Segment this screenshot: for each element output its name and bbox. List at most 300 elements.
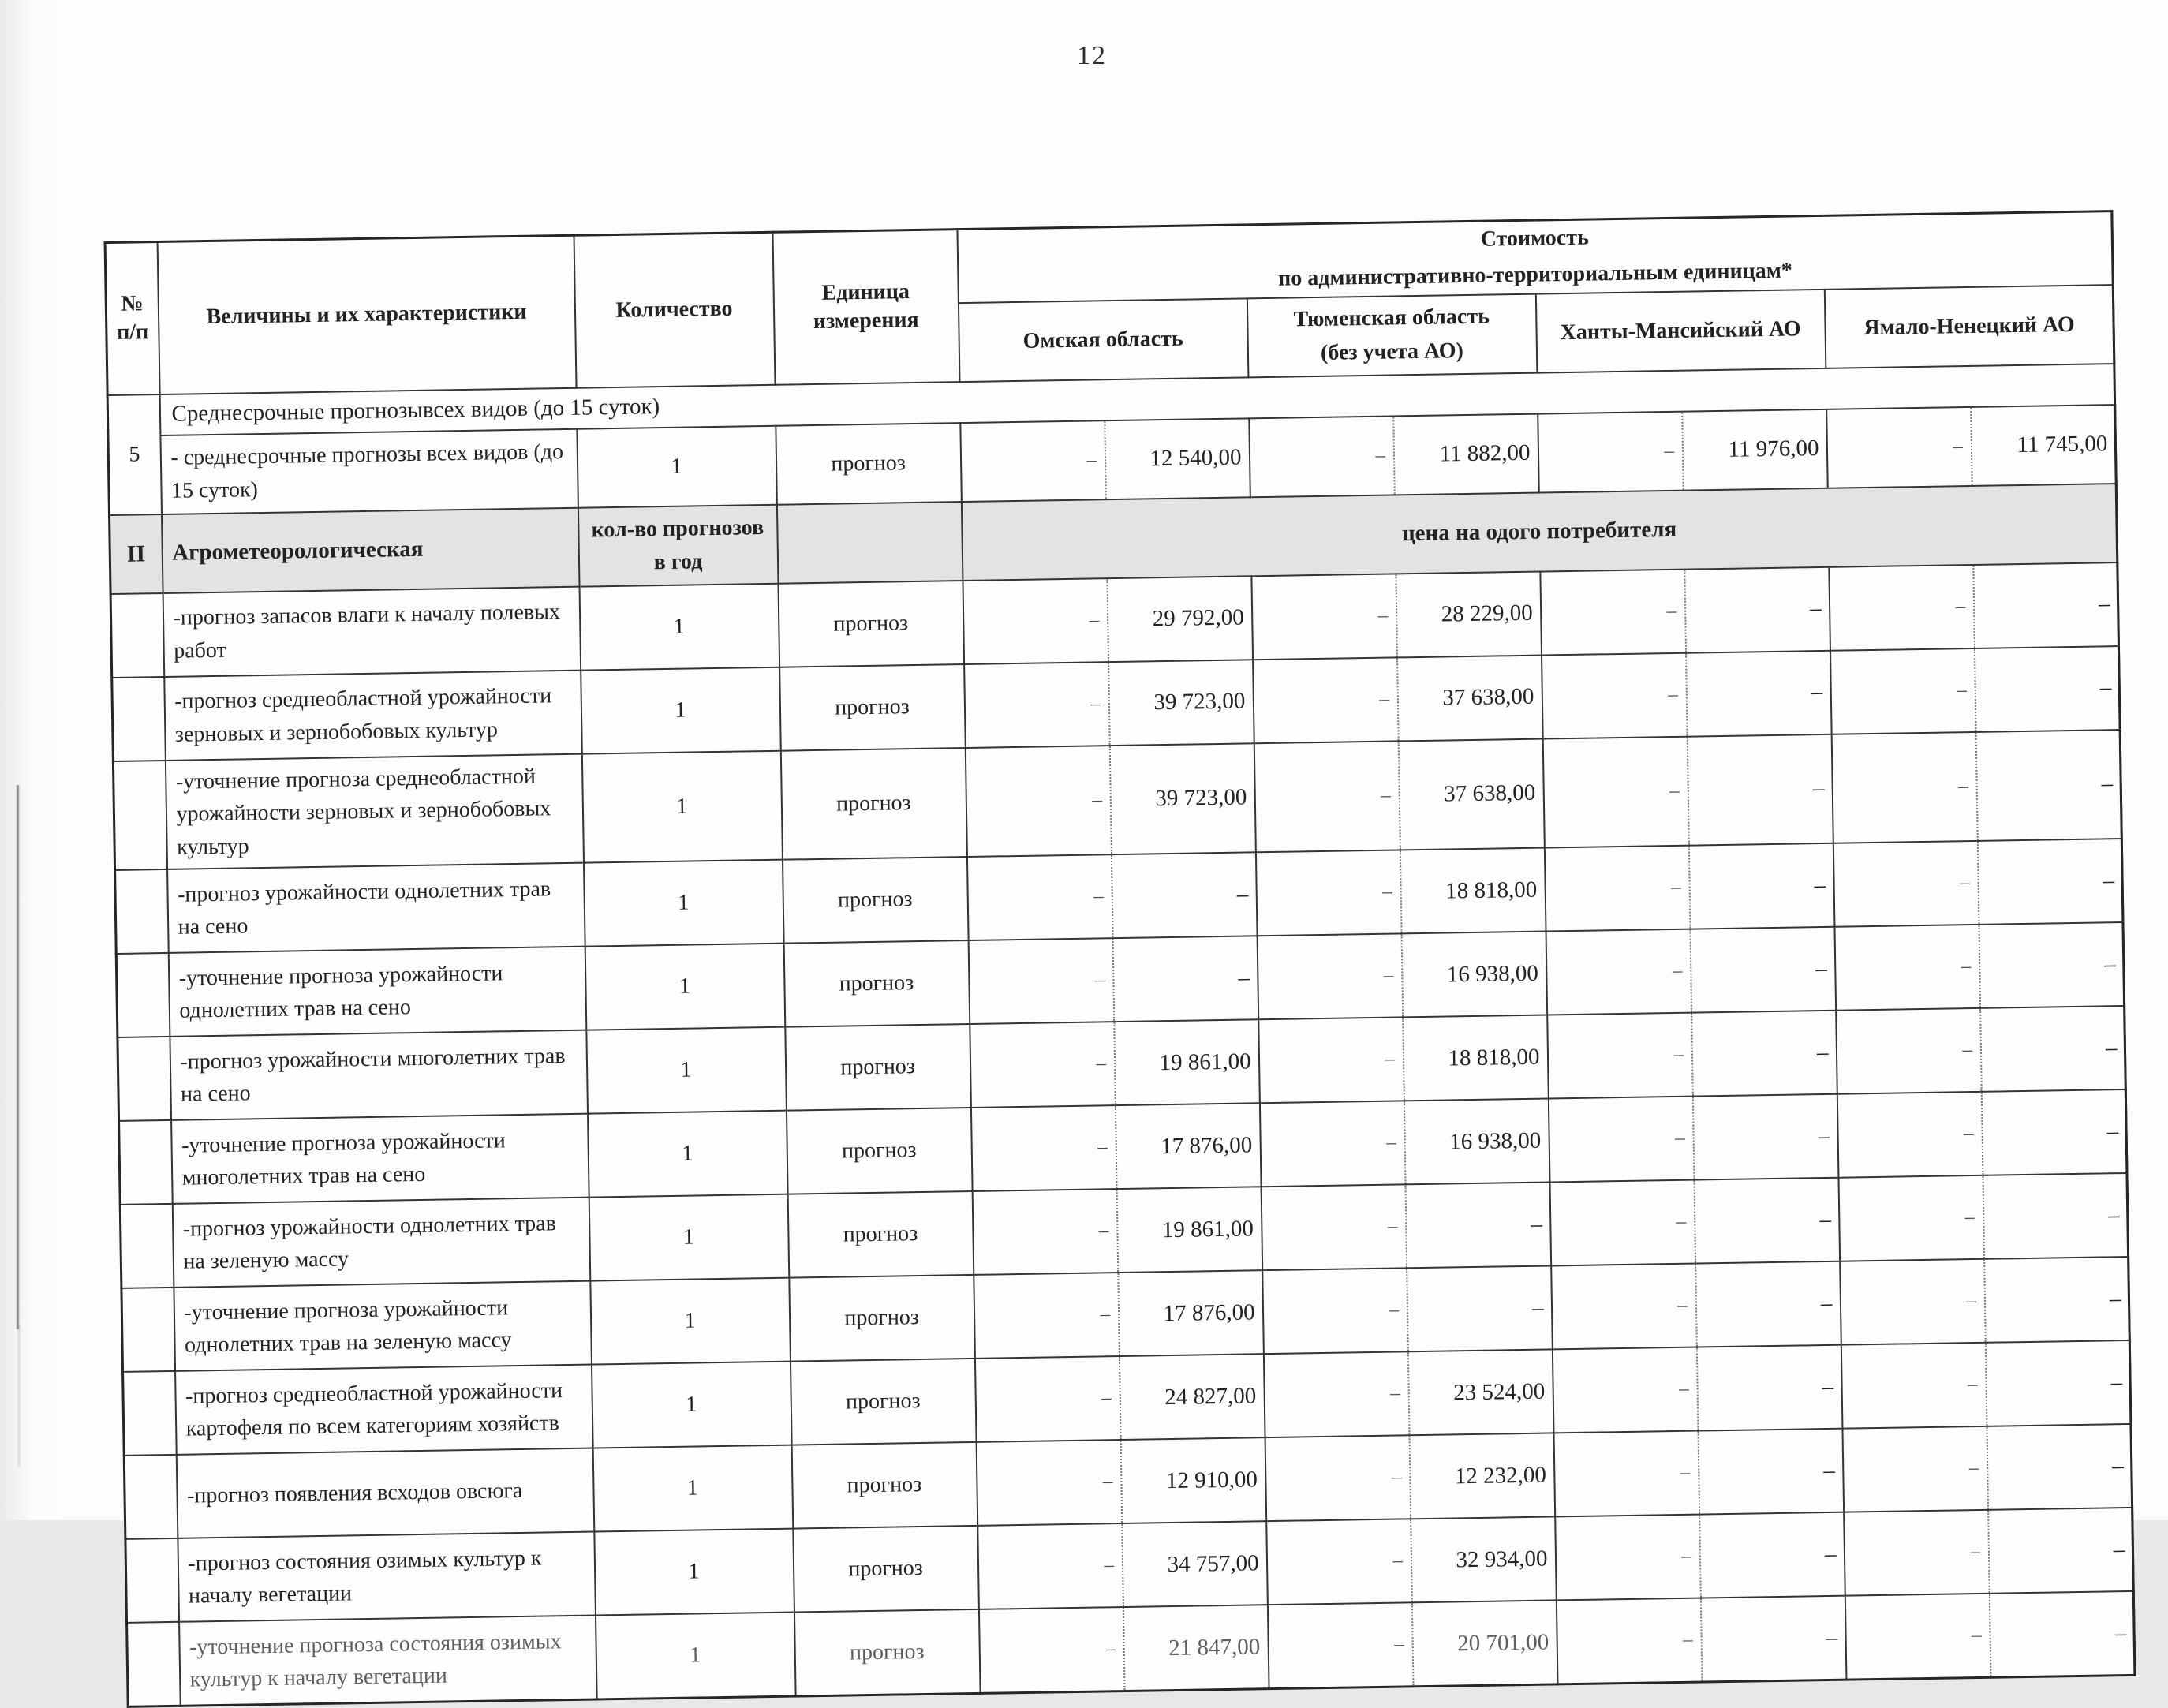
price-cell-omsk	[960, 418, 1250, 502]
price-cell-split	[1557, 1597, 1845, 1684]
price-cell-split	[970, 1020, 1259, 1107]
price-cell-split	[969, 936, 1258, 1023]
price-cell-split	[1541, 568, 1830, 655]
section-5-title-cell: Среднесрочные прогнозывсех видов (до 15 суток)	[159, 364, 2115, 435]
price-dash: –	[1391, 1466, 1402, 1488]
price-cell-omsk	[974, 1270, 1264, 1359]
cost-group-subtitle: по административно-территориальным единицам*	[1277, 258, 1793, 292]
section-2-number-cell: II	[110, 514, 163, 594]
price-dash: –	[1676, 1210, 1687, 1233]
price-value: –	[1978, 923, 2123, 1007]
price-cell-split	[1830, 647, 2119, 734]
row-label-cell: -уточнение прогноза состояния озимых культур к началу вегетации	[179, 1616, 597, 1706]
region-tyumen-line2: (без учета АО)	[1320, 338, 1464, 365]
row-unit-cell: прогноз	[778, 581, 964, 667]
section-2-quantity-cell: кол-во прогнозов в год	[578, 505, 778, 587]
row-label-cell: -уточнение прогноза среднеобластной урожайности зерновых и зернобобовых культур	[165, 753, 583, 869]
price-dash: –	[1669, 779, 1680, 802]
price-value: 16 938,00	[1401, 932, 1546, 1017]
price-cell-split	[1553, 1346, 1841, 1433]
price-dash: –	[1668, 683, 1679, 705]
price-cell-split	[1549, 1095, 1837, 1182]
price-dash: –	[1664, 439, 1675, 462]
price-cell-khanty	[1544, 843, 1834, 932]
price-cell-tyumen	[1262, 1266, 1553, 1355]
row-quantity-cell: 1	[581, 667, 781, 754]
price-dash: –	[1389, 1299, 1400, 1321]
row-number-cell	[121, 1288, 175, 1372]
price-dash: –	[1673, 1043, 1684, 1066]
price-value: 21 847,00	[1123, 1605, 1268, 1690]
row-unit-cell: прогноз	[779, 664, 966, 751]
row-unit-cell: прогноз	[785, 1024, 971, 1111]
price-value: –	[1688, 844, 1833, 929]
row-quantity-cell: 1	[581, 750, 782, 862]
section-2-title-cell: Агрометеорологическая	[161, 507, 579, 592]
price-cell-khanty	[1552, 1345, 1842, 1433]
price-cell-khanty	[1547, 1011, 1837, 1099]
row-quantity-cell: 1	[587, 1111, 787, 1198]
price-cell-omsk	[974, 1354, 1265, 1442]
price-cell-tyumen	[1257, 932, 1547, 1020]
price-value: 37 638,00	[1398, 739, 1544, 849]
price-cell-split	[1268, 1601, 1557, 1688]
row-unit-cell: прогноз	[780, 748, 966, 860]
price-dash: –	[1959, 872, 1970, 894]
price-dash: –	[1092, 789, 1103, 811]
cost-group-title: Стоимость	[1480, 225, 1589, 252]
price-cell-split	[1263, 1267, 1552, 1354]
price-cell-split	[963, 577, 1252, 663]
row-label-cell: -прогноз запасов влаги к началу полевых работ	[163, 586, 581, 676]
price-cell-omsk	[977, 1521, 1268, 1609]
price-value: –	[1690, 928, 1835, 1012]
price-dash: –	[1086, 449, 1097, 471]
price-value: –	[1698, 1430, 1843, 1514]
row-label-cell: -уточнение прогноза урожайности однолетних трав на сено	[168, 947, 586, 1037]
price-cell-yamal	[1841, 1340, 2131, 1429]
row-number-cell	[120, 1204, 174, 1288]
row-unit-cell: прогноз	[787, 1191, 974, 1278]
price-cell-khanty	[1553, 1429, 1844, 1517]
price-cell-tyumen	[1265, 1433, 1555, 1522]
price-cell-split	[1254, 739, 1543, 851]
price-dash: –	[1104, 1554, 1115, 1576]
price-cell-split	[1841, 1341, 2130, 1428]
price-cell-split	[1250, 414, 1538, 496]
price-cell-yamal	[1845, 1591, 2135, 1680]
price-value: –	[1684, 568, 1829, 652]
section-2-price-note-cell: цена на одого потребителя	[961, 484, 2117, 581]
price-cell-tyumen	[1258, 1015, 1549, 1104]
price-dash: –	[1393, 1633, 1404, 1655]
price-value: 20 701,00	[1411, 1601, 1557, 1686]
price-cell-yamal	[1844, 1508, 2134, 1596]
price-cell-split	[1254, 656, 1542, 742]
price-value: 12 232,00	[1409, 1434, 1554, 1519]
price-dash: –	[1392, 1549, 1404, 1572]
header-cell-unit	[772, 230, 959, 385]
price-value: 17 876,00	[1117, 1271, 1262, 1355]
price-value: 19 861,00	[1116, 1187, 1262, 1272]
price-cell-split	[1260, 1100, 1549, 1187]
header-cell-region-omsk: Омская область	[958, 298, 1248, 382]
row-number-cell	[124, 1455, 178, 1539]
page-number: 12	[1077, 41, 1107, 70]
price-cell-tyumen	[1254, 738, 1544, 852]
price-cell-split	[1845, 1508, 2133, 1595]
row-quantity-cell: 1	[595, 1613, 795, 1699]
price-cell-tyumen	[1263, 1350, 1553, 1438]
row-unit-cell: прогноз	[789, 1275, 975, 1362]
row-number-cell	[116, 953, 170, 1037]
price-value: –	[1975, 731, 2121, 840]
price-cell-split	[1538, 410, 1826, 492]
price-value: 34 757,00	[1121, 1522, 1266, 1606]
price-cell-split	[1258, 932, 1546, 1019]
price-value: 16 938,00	[1404, 1100, 1549, 1184]
row-label-cell: -прогноз урожайности многолетних трав на сено	[170, 1030, 588, 1120]
price-cell-tyumen	[1267, 1601, 1557, 1689]
price-dash: –	[1101, 1387, 1112, 1409]
price-cell-split	[1837, 1090, 2126, 1177]
price-dash: –	[1102, 1471, 1113, 1493]
price-dash: –	[1957, 678, 1967, 701]
price-table-wrapper	[104, 210, 2136, 1708]
row-label-cell: -прогноз состояния озимых культур к началу вегетации	[178, 1532, 596, 1622]
row-unit-cell: прогноз	[790, 1359, 976, 1445]
price-value: –	[1986, 1425, 2131, 1509]
row-quantity-cell: 1	[590, 1278, 791, 1365]
row-quantity-cell: 1	[591, 1362, 791, 1448]
table-body	[107, 364, 2135, 1707]
price-dash: –	[1375, 444, 1386, 466]
price-cell-khanty	[1546, 927, 1836, 1015]
header-unit-line1: Единица	[821, 279, 910, 305]
row-label-cell: - среднесрочные прогнозы всех видов (до 15 суток)	[160, 429, 578, 514]
price-value: –	[1687, 735, 1833, 845]
price-cell-split	[1833, 839, 2122, 926]
price-dash: –	[1971, 1624, 1982, 1646]
row-number-cell	[123, 1371, 177, 1456]
price-value: 18 818,00	[1400, 849, 1545, 933]
row-number-cell	[127, 1622, 181, 1707]
price-cell-split	[973, 1187, 1262, 1274]
price-dash: –	[1681, 1545, 1692, 1567]
price-dash: –	[1385, 1131, 1396, 1153]
row-quantity-cell: 1	[579, 584, 779, 671]
row-quantity-cell: 1	[594, 1529, 794, 1616]
price-dash: –	[1962, 1039, 1973, 1061]
price-table	[104, 210, 2136, 1708]
price-cell-tyumen	[1266, 1517, 1557, 1605]
price-cell-split	[1252, 572, 1541, 659]
price-cell-yamal	[1836, 1006, 2126, 1094]
price-cell-yamal	[1837, 1089, 2127, 1178]
price-cell-omsk	[970, 1103, 1261, 1191]
price-value: –	[1699, 1513, 1844, 1598]
header-cell-name: Величины и их характеристики	[157, 235, 576, 394]
price-cell-khanty	[1549, 1178, 1840, 1266]
price-value: 11 745,00	[1970, 406, 2115, 485]
price-dash: –	[1677, 1294, 1688, 1317]
price-value: –	[1700, 1597, 1845, 1681]
price-cell-yamal	[1834, 922, 2125, 1011]
row-label-cell: -уточнение прогноза урожайности однолетних трав на зеленую массу	[174, 1281, 592, 1371]
price-cell-khanty	[1555, 1512, 1845, 1601]
price-cell-split	[965, 660, 1254, 747]
scan-artifact-streak	[18, 1325, 20, 1467]
price-dash: –	[1666, 600, 1677, 622]
price-value: –	[1406, 1267, 1551, 1351]
price-value: –	[1405, 1183, 1550, 1268]
price-value: 32 934,00	[1410, 1518, 1555, 1602]
price-dash: –	[1966, 1290, 1977, 1312]
row-unit-cell: прогноз	[776, 423, 962, 505]
price-cell-split	[1264, 1351, 1553, 1437]
price-dash: –	[1970, 1541, 1981, 1563]
price-cell-tyumen	[1253, 655, 1543, 743]
price-cell-split	[1845, 1592, 2134, 1679]
price-cell-split	[1267, 1518, 1556, 1605]
price-cell-omsk	[968, 936, 1258, 1024]
header-cell-quantity: Количество	[574, 232, 775, 387]
price-value: –	[1112, 936, 1258, 1021]
price-value: –	[1974, 647, 2119, 731]
price-value: –	[1695, 1262, 1840, 1347]
price-cell-split	[1839, 1174, 2128, 1261]
header-cell-region-tyumen	[1247, 293, 1537, 377]
price-dash: –	[1090, 693, 1101, 715]
row-label-cell: -прогноз среднеобластной урожайности картофеля по всем категориям хозяйств	[175, 1365, 593, 1455]
price-dash: –	[1098, 1220, 1109, 1242]
price-cell-khanty	[1538, 409, 1828, 493]
row-quantity-cell: 1	[577, 426, 777, 508]
price-cell-tyumen	[1249, 413, 1539, 497]
header-unit-line2: измерения	[813, 308, 919, 334]
price-cell-omsk	[965, 743, 1255, 857]
table-header	[105, 211, 2114, 395]
price-cell-split	[1545, 844, 1833, 931]
price-cell-split	[1832, 731, 2121, 843]
region-tyumen-line1: Тюменская область	[1293, 304, 1490, 332]
price-cell-omsk	[976, 1437, 1266, 1526]
price-cell-split	[974, 1271, 1263, 1358]
price-cell-split	[1265, 1434, 1554, 1521]
price-cell-khanty	[1542, 734, 1833, 848]
price-dash: –	[1383, 964, 1394, 986]
price-cell-tyumen	[1259, 1099, 1549, 1187]
row-number-cell	[125, 1538, 179, 1623]
price-cell-khanty	[1551, 1261, 1841, 1350]
price-cell-split	[1550, 1179, 1839, 1265]
price-dash: –	[1963, 1123, 1974, 1145]
price-value: 28 229,00	[1395, 572, 1540, 656]
price-cell-omsk	[970, 1019, 1260, 1108]
row-number-cell	[112, 677, 166, 761]
price-value: –	[1111, 853, 1256, 937]
price-dash: –	[1096, 1052, 1107, 1075]
price-cell-split	[1543, 735, 1832, 847]
price-cell-split	[1542, 652, 1831, 738]
row-label-cell: -прогноз урожайности однолетних трав на сено	[167, 863, 585, 953]
section-5-number-cell: 5	[107, 394, 161, 515]
price-cell-omsk	[966, 852, 1257, 940]
price-cell-khanty	[1548, 1094, 1838, 1183]
row-number-cell	[119, 1120, 173, 1205]
price-cell-yamal	[1831, 730, 2121, 843]
price-value: –	[1983, 1258, 2129, 1342]
price-value: 23 524,00	[1407, 1351, 1553, 1435]
row-number-cell	[113, 761, 166, 870]
price-dash: –	[1953, 435, 1964, 458]
price-value: 24 827,00	[1119, 1355, 1264, 1439]
price-value: 12 910,00	[1120, 1438, 1265, 1523]
price-dash: –	[1089, 609, 1100, 631]
price-cell-split	[967, 853, 1256, 940]
price-dash: –	[1105, 1638, 1116, 1660]
price-cell-split	[961, 419, 1249, 501]
price-cell-yamal	[1840, 1257, 2130, 1345]
price-cell-khanty	[1542, 651, 1832, 739]
price-cell-split	[1841, 1258, 2129, 1344]
price-dash: –	[1093, 885, 1104, 907]
price-dash: –	[1680, 1461, 1691, 1484]
price-cell-yamal	[1838, 1173, 2129, 1261]
price-cell-split	[1552, 1262, 1841, 1349]
price-dash: –	[1381, 784, 1391, 806]
section-2-unit-cell	[776, 502, 963, 584]
price-value: 19 861,00	[1113, 1020, 1258, 1104]
price-cell-split	[971, 1104, 1260, 1190]
price-cell-yamal	[1830, 646, 2120, 734]
price-value: –	[1691, 1011, 1836, 1096]
row-number-cell	[115, 869, 169, 954]
price-cell-split	[1548, 1011, 1837, 1098]
price-value: –	[1989, 1592, 2134, 1676]
price-cell-split	[1256, 849, 1545, 936]
price-cell-khanty	[1556, 1596, 1846, 1684]
price-cell-yamal	[1842, 1424, 2132, 1512]
price-cell-khanty	[1540, 567, 1830, 656]
header-cell-region-khanty: Ханты-Мансийский АО	[1535, 290, 1826, 373]
price-value: –	[1981, 1090, 2126, 1175]
price-dash: –	[1955, 595, 1966, 618]
price-value: –	[1982, 1174, 2127, 1258]
price-cell-split	[977, 1438, 1265, 1525]
price-cell-split	[1262, 1183, 1550, 1270]
row-number-cell	[118, 1037, 171, 1121]
row-quantity-cell: 1	[585, 944, 785, 1030]
price-cell-omsk	[964, 660, 1254, 748]
price-value: –	[1685, 652, 1830, 736]
price-value: 18 818,00	[1402, 1016, 1547, 1101]
price-value: –	[1985, 1341, 2130, 1426]
price-dash: –	[1100, 1303, 1111, 1325]
price-cell-yamal	[1826, 405, 2117, 488]
price-cell-tyumen	[1261, 1183, 1551, 1271]
row-quantity-cell: 1	[584, 860, 784, 947]
price-cell-yamal	[1833, 839, 2123, 927]
price-value: 11 882,00	[1392, 414, 1538, 494]
row-unit-cell: прогноз	[783, 940, 970, 1027]
price-cell-split	[979, 1605, 1268, 1692]
price-value: 29 792,00	[1106, 577, 1251, 661]
price-cell-split	[1556, 1513, 1845, 1600]
price-dash: –	[1961, 955, 1972, 977]
price-dash: –	[1964, 1206, 1975, 1228]
price-cell-split	[1835, 923, 2124, 1010]
row-label-cell: -прогноз урожайности однолетних трав на зеленую массу	[172, 1198, 590, 1288]
price-dash: –	[1672, 959, 1683, 982]
price-dash: –	[1097, 1136, 1108, 1158]
price-value: 12 540,00	[1104, 419, 1249, 499]
row-unit-cell: прогноз	[786, 1108, 972, 1194]
price-dash: –	[1957, 776, 1968, 798]
row-quantity-cell: 1	[589, 1194, 789, 1281]
price-cell-split	[966, 744, 1254, 856]
price-cell-split	[1554, 1430, 1843, 1516]
price-cell-split	[1837, 1007, 2125, 1093]
price-cell-omsk	[963, 576, 1253, 664]
row-quantity-cell: 1	[586, 1027, 787, 1114]
price-dash: –	[1387, 1215, 1398, 1237]
price-value: –	[1696, 1346, 1841, 1430]
price-cell-split	[1827, 406, 2115, 488]
price-value: –	[1972, 563, 2118, 648]
row-label-cell: -уточнение прогноза урожайности многолетних трав на сено	[171, 1114, 589, 1204]
price-value: 39 723,00	[1109, 744, 1255, 854]
price-dash: –	[1670, 876, 1681, 899]
price-dash: –	[1678, 1377, 1689, 1400]
price-value: –	[1692, 1095, 1837, 1179]
row-quantity-cell: 1	[592, 1445, 793, 1532]
price-cell-yamal	[1829, 562, 2119, 651]
price-dash: –	[1094, 969, 1105, 991]
row-label-cell: -прогноз появления всходов овсюга	[176, 1448, 594, 1538]
price-dash: –	[1967, 1374, 1978, 1396]
price-value: –	[1694, 1179, 1839, 1263]
price-value: 17 876,00	[1115, 1104, 1260, 1188]
row-label-cell: -прогноз среднеобластной урожайности зерновых и зернобобовых культур	[164, 670, 582, 760]
price-dash: –	[1385, 1048, 1396, 1070]
price-dash: –	[1968, 1457, 1979, 1479]
price-cell-split	[978, 1522, 1267, 1609]
row-unit-cell: прогноз	[793, 1526, 979, 1613]
header-number-line1: №	[121, 291, 144, 316]
price-cell-split	[975, 1355, 1264, 1441]
row-unit-cell: прогноз	[791, 1442, 977, 1529]
price-cell-omsk	[972, 1187, 1262, 1275]
price-cell-split	[1546, 928, 1835, 1015]
price-value: –	[1979, 1007, 2125, 1091]
price-cell-omsk	[978, 1605, 1269, 1693]
price-cell-split	[1259, 1016, 1548, 1103]
price-value: 37 638,00	[1396, 656, 1542, 740]
price-dash: –	[1379, 688, 1390, 710]
price-value: –	[1987, 1508, 2132, 1593]
header-number-line2: п/п	[116, 320, 149, 346]
price-dash: –	[1381, 880, 1392, 903]
price-cell-split	[1843, 1425, 2132, 1512]
scan-artifact-streak	[17, 785, 19, 1329]
price-dash: –	[1389, 1382, 1400, 1404]
price-value: 11 976,00	[1681, 410, 1826, 490]
price-cell-tyumen	[1255, 848, 1546, 936]
price-dash: –	[1377, 604, 1389, 626]
price-dash: –	[1682, 1628, 1693, 1650]
row-number-cell	[110, 593, 164, 678]
